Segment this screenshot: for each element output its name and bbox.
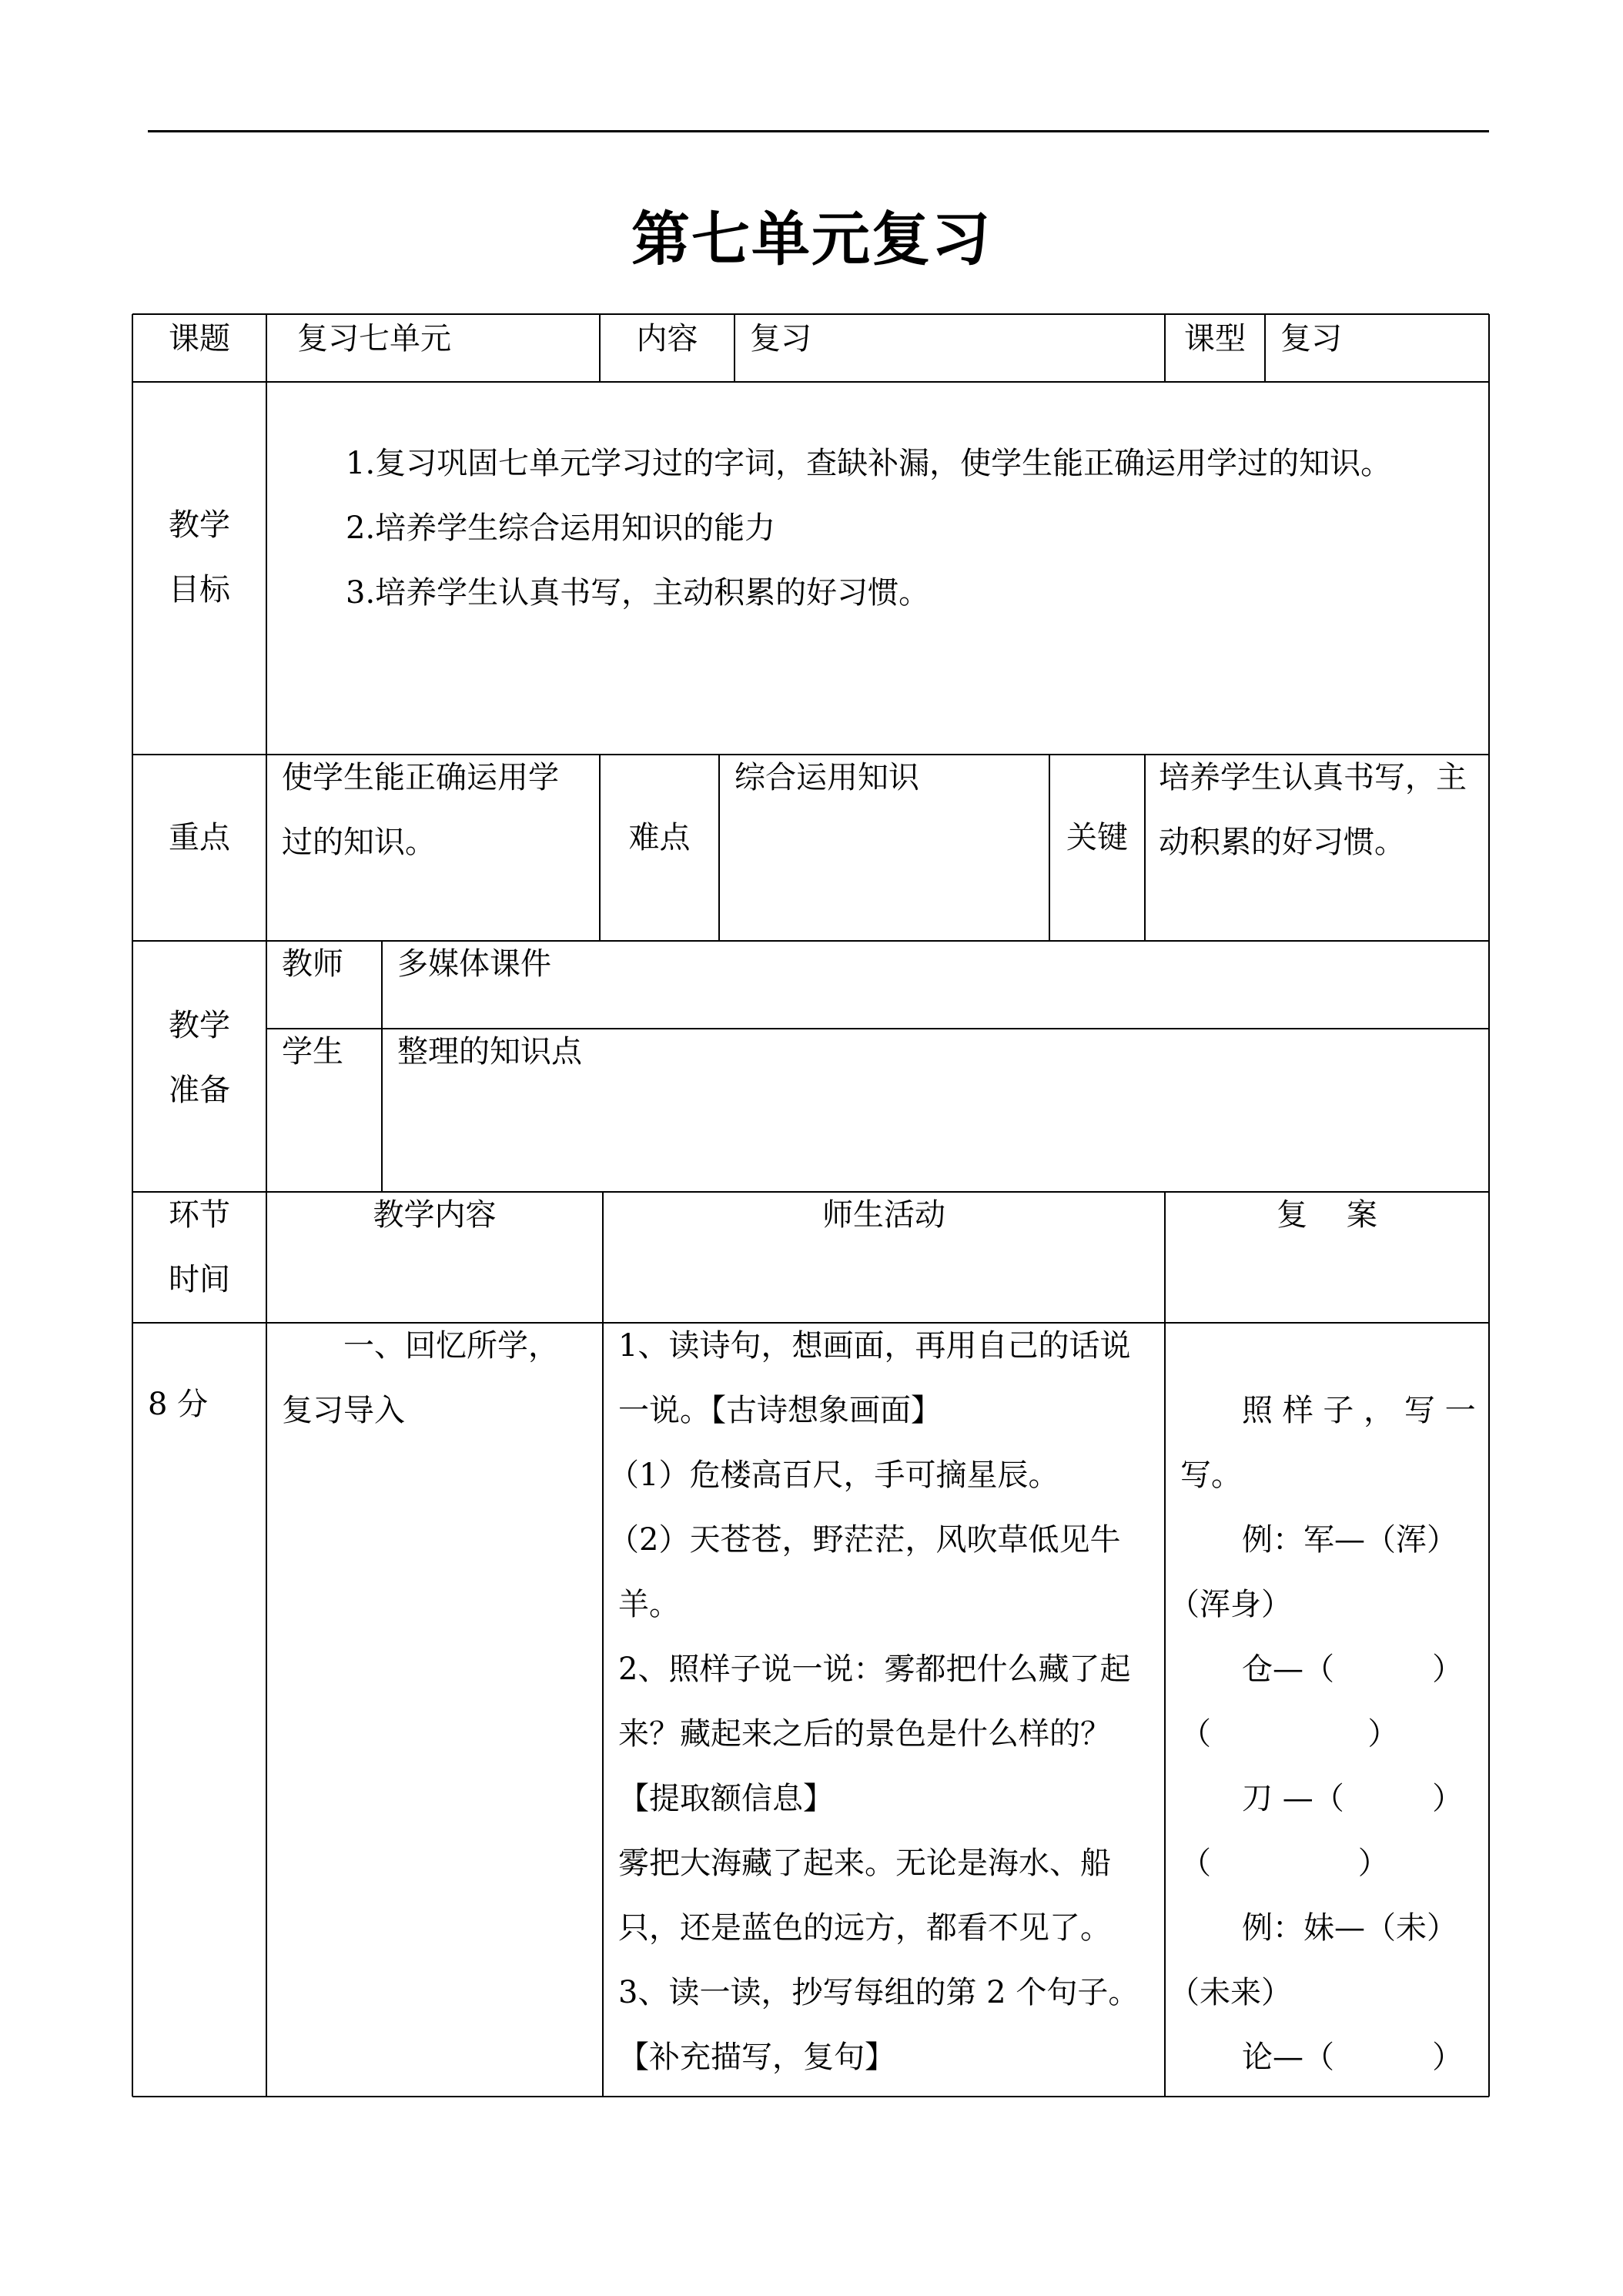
difficult-label: 难点: [628, 820, 691, 855]
review-line: 仓—（ ）: [1242, 1652, 1464, 1687]
activity-line: 只，还是蓝色的远方，都看不见了。: [618, 1910, 1111, 1946]
time-value: 8 分: [148, 1387, 209, 1422]
activity-line: （2）天苍苍，野茫茫，风吹草低见牛: [608, 1522, 1121, 1558]
activity-line: 3、读一读，抄写每组的第 2 个句子。: [618, 1975, 1139, 2010]
activity-line: 来？藏起来之后的景色是什么样的？: [618, 1716, 1111, 1752]
activity-header: 师生活动: [822, 1197, 945, 1233]
objective-item: 1.复习巩固七单元学习过的字词，查缺补漏，使学生能正确运用学过的知识。: [346, 446, 1392, 481]
content-header: 教学内容: [373, 1197, 497, 1233]
activity-line: 【提取额信息】: [618, 1781, 834, 1816]
phase-header-1: 环节: [169, 1197, 230, 1233]
key-label: 重点: [169, 820, 230, 855]
content-line: 复习导入: [282, 1393, 405, 1428]
teacher-label: 教师: [282, 946, 343, 982]
crucial-label: 关键: [1066, 820, 1128, 855]
difficult-text: 综合运用知识: [735, 760, 919, 795]
key-text-2: 过的知识。: [282, 825, 436, 860]
review-line: 照 样 子 ， 写 一: [1242, 1393, 1476, 1428]
objective-item: 2.培养学生综合运用知识的能力: [346, 510, 776, 546]
activity-line: 羊。: [618, 1587, 680, 1622]
header-rule: [148, 130, 1489, 132]
review-line: （未来）: [1169, 1975, 1292, 2010]
review-header: 复 案: [1277, 1197, 1377, 1233]
activity-line: 雾把大海藏了起来。无论是海水、船: [618, 1846, 1111, 1881]
preparation-label-1: 教学: [169, 1008, 230, 1043]
review-line: 例：妹—（未）: [1242, 1910, 1457, 1946]
topic-value: 复习七单元: [297, 321, 451, 356]
type-value: 复习: [1280, 321, 1342, 356]
type-label: 课型: [1184, 321, 1246, 356]
review-line: （浑身）: [1169, 1587, 1292, 1622]
preparation-label-2: 准备: [169, 1073, 230, 1108]
content-label: 内容: [636, 321, 698, 356]
crucial-text-2: 动积累的好习惯。: [1159, 825, 1405, 860]
objectives-label-2: 目标: [169, 572, 230, 607]
activity-line: 一说。【古诗想象画面】: [618, 1393, 942, 1428]
page-title: 第七单元复习: [631, 205, 992, 273]
review-line: （ ）: [1180, 1846, 1389, 1881]
objective-item: 3.培养学生认真书写，主动积累的好习惯。: [346, 575, 930, 611]
key-text-1: 使学生能正确运用学: [282, 760, 559, 795]
activity-line: 【补充描写，复句】: [618, 2040, 895, 2075]
review-line: 刀 —（ ）: [1242, 1781, 1464, 1816]
activity-line: 2、照样子说一说：雾都把什么藏了起: [618, 1652, 1131, 1687]
review-line: 论—（ ）: [1242, 2040, 1464, 2075]
activity-line: （1）危楼高百尺，手可摘星辰。: [608, 1458, 1059, 1493]
student-value: 整理的知识点: [397, 1034, 582, 1069]
activity-line: 1、读诗句，想画面，再用自己的话说: [618, 1328, 1131, 1364]
content-value: 复习: [750, 321, 812, 356]
review-line: （ ）: [1180, 1716, 1399, 1752]
review-line: 例：军—（浑）: [1242, 1522, 1457, 1558]
teacher-value: 多媒体课件: [397, 946, 551, 982]
crucial-text-1: 培养学生认真书写，主: [1159, 760, 1467, 795]
objectives-label-1: 教学: [169, 507, 230, 543]
topic-label: 课题: [169, 321, 230, 356]
phase-header-2: 时间: [169, 1262, 230, 1297]
review-line: 写。: [1180, 1458, 1242, 1493]
content-line: 一、回忆所学，: [343, 1328, 559, 1364]
student-label: 学生: [282, 1034, 343, 1069]
